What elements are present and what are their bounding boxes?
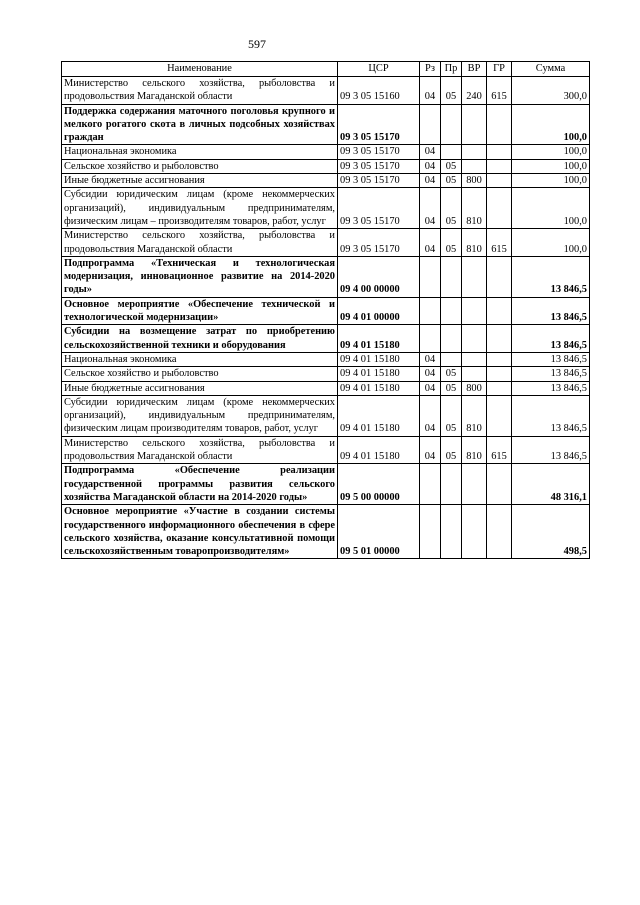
cell-csr: 09 3 05 15170 <box>338 104 420 145</box>
header-name: Наименование <box>62 62 338 77</box>
cell-rz: 04 <box>420 188 441 229</box>
cell-csr: 09 3 05 15170 <box>338 159 420 173</box>
cell-vr: 800 <box>462 174 487 188</box>
cell-pr: 05 <box>441 159 462 173</box>
cell-pr <box>441 325 462 353</box>
cell-rz: 04 <box>420 77 441 105</box>
cell-name: Национальная экономика <box>62 352 338 366</box>
cell-pr <box>441 464 462 505</box>
budget-table <box>61 61 590 559</box>
cell-gr <box>487 325 512 353</box>
cell-sum: 13 846,5 <box>512 297 590 325</box>
table-row <box>62 436 590 464</box>
cell-vr: 810 <box>462 436 487 464</box>
cell-name: Министерство сельского хозяйства, рыболовства и продовольствия Магаданской области <box>62 77 338 105</box>
cell-pr <box>441 352 462 366</box>
cell-rz: 04 <box>420 367 441 381</box>
cell-sum: 48 316,1 <box>512 464 590 505</box>
cell-gr <box>487 395 512 436</box>
cell-rz <box>420 325 441 353</box>
cell-gr <box>487 464 512 505</box>
cell-sum: 100,0 <box>512 104 590 145</box>
cell-csr: 09 4 01 15180 <box>338 395 420 436</box>
cell-pr: 05 <box>441 229 462 257</box>
cell-csr: 09 3 05 15170 <box>338 174 420 188</box>
cell-rz: 04 <box>420 174 441 188</box>
header-pr: Пр <box>441 62 462 77</box>
cell-sum: 498,5 <box>512 505 590 559</box>
cell-pr <box>441 145 462 159</box>
cell-vr <box>462 464 487 505</box>
cell-name: Национальная экономика <box>62 145 338 159</box>
cell-pr: 05 <box>441 77 462 105</box>
cell-sum: 100,0 <box>512 159 590 173</box>
cell-csr: 09 4 00 00000 <box>338 256 420 297</box>
cell-gr <box>487 367 512 381</box>
cell-gr <box>487 104 512 145</box>
cell-vr <box>462 104 487 145</box>
cell-rz <box>420 464 441 505</box>
cell-rz <box>420 104 441 145</box>
table-row <box>62 145 590 159</box>
cell-sum: 13 846,5 <box>512 256 590 297</box>
cell-rz <box>420 505 441 559</box>
cell-csr: 09 4 01 15180 <box>338 367 420 381</box>
cell-vr <box>462 256 487 297</box>
cell-gr: 615 <box>487 436 512 464</box>
cell-name: Иные бюджетные ассигнования <box>62 174 338 188</box>
cell-pr: 05 <box>441 395 462 436</box>
cell-pr: 05 <box>441 436 462 464</box>
cell-pr: 05 <box>441 188 462 229</box>
cell-csr: 09 3 05 15160 <box>338 77 420 105</box>
cell-rz: 04 <box>420 229 441 257</box>
cell-vr <box>462 325 487 353</box>
cell-sum: 13 846,5 <box>512 325 590 353</box>
cell-name: Сельское хозяйство и рыболовство <box>62 367 338 381</box>
cell-vr <box>462 145 487 159</box>
header-csr: ЦСР <box>338 62 420 77</box>
cell-pr: 05 <box>441 367 462 381</box>
cell-gr: 615 <box>487 229 512 257</box>
table-row <box>62 325 590 353</box>
cell-vr: 810 <box>462 395 487 436</box>
cell-name: Подпрограмма «Техническая и технологическая модернизация, инновационное развитие на 2014-2020 годы» <box>62 256 338 297</box>
table-row <box>62 77 590 105</box>
cell-gr <box>487 256 512 297</box>
cell-sum: 100,0 <box>512 229 590 257</box>
cell-name: Подпрограмма «Обеспечение реализации государственной программы развития сельского хозяйства Магаданской области на 2014-2020 годы» <box>62 464 338 505</box>
page-number: 597 <box>248 37 266 51</box>
cell-csr: 09 4 01 15180 <box>338 325 420 353</box>
cell-gr <box>487 505 512 559</box>
table-row <box>62 159 590 173</box>
cell-gr <box>487 159 512 173</box>
cell-vr: 240 <box>462 77 487 105</box>
cell-sum: 13 846,5 <box>512 395 590 436</box>
cell-csr: 09 4 01 00000 <box>338 297 420 325</box>
cell-rz: 04 <box>420 352 441 366</box>
cell-name: Субсидии юридическим лицам (кроме некоммерческих организаций), индивидуальным предпринимателям, физическим лицам производителям товаров, работ, услуг <box>62 395 338 436</box>
cell-name: Министерство сельского хозяйства, рыболовства и продовольствия Магаданской области <box>62 436 338 464</box>
cell-gr <box>487 145 512 159</box>
cell-name: Сельское хозяйство и рыболовство <box>62 159 338 173</box>
header-sum: Сумма <box>512 62 590 77</box>
cell-vr <box>462 367 487 381</box>
cell-gr: 615 <box>487 77 512 105</box>
cell-sum: 100,0 <box>512 174 590 188</box>
cell-pr: 05 <box>441 381 462 395</box>
cell-rz: 04 <box>420 381 441 395</box>
cell-csr: 09 5 01 00000 <box>338 505 420 559</box>
cell-csr: 09 4 01 15180 <box>338 381 420 395</box>
cell-name: Министерство сельского хозяйства, рыболовства и продовольствия Магаданской области <box>62 229 338 257</box>
cell-name: Поддержка содержания маточного поголовья крупного и мелкого рогатого скота в личных подсобных хозяйствах граждан <box>62 104 338 145</box>
table-row <box>62 464 590 505</box>
cell-sum: 13 846,5 <box>512 352 590 366</box>
cell-pr <box>441 505 462 559</box>
cell-name: Субсидии на возмещение затрат по приобретению сельскохозяйственной техники и оборудования <box>62 325 338 353</box>
cell-sum: 300,0 <box>512 77 590 105</box>
cell-gr <box>487 188 512 229</box>
cell-csr: 09 4 01 15180 <box>338 436 420 464</box>
cell-sum: 13 846,5 <box>512 436 590 464</box>
cell-sum: 100,0 <box>512 188 590 229</box>
cell-vr <box>462 505 487 559</box>
cell-gr <box>487 297 512 325</box>
table-row <box>62 256 590 297</box>
header-vr: ВР <box>462 62 487 77</box>
cell-pr <box>441 256 462 297</box>
cell-rz: 04 <box>420 159 441 173</box>
cell-name: Основное мероприятие «Участие в создании системы государственного информационного обеспечения в сфере сельского хозяйства, оказание консультативной помощи сельскохозяйственным товаропроизводителям» <box>62 505 338 559</box>
table-header-row <box>62 62 590 77</box>
table-row <box>62 104 590 145</box>
cell-csr: 09 3 05 15170 <box>338 188 420 229</box>
table-row <box>62 297 590 325</box>
table-row <box>62 229 590 257</box>
cell-vr <box>462 159 487 173</box>
cell-rz <box>420 256 441 297</box>
cell-vr <box>462 297 487 325</box>
cell-pr <box>441 297 462 325</box>
cell-sum: 100,0 <box>512 145 590 159</box>
table-row <box>62 188 590 229</box>
cell-csr: 09 5 00 00000 <box>338 464 420 505</box>
cell-gr <box>487 381 512 395</box>
cell-rz <box>420 297 441 325</box>
cell-rz: 04 <box>420 145 441 159</box>
cell-name: Субсидии юридическим лицам (кроме некоммерческих организаций), индивидуальным предпринимателям, физическим лицам – производителям товаров, работ, услуг <box>62 188 338 229</box>
table-row <box>62 367 590 381</box>
cell-csr: 09 3 05 15170 <box>338 229 420 257</box>
cell-gr <box>487 352 512 366</box>
table-row <box>62 381 590 395</box>
table-row <box>62 395 590 436</box>
cell-sum: 13 846,5 <box>512 367 590 381</box>
cell-pr: 05 <box>441 174 462 188</box>
cell-vr: 800 <box>462 381 487 395</box>
cell-pr <box>441 104 462 145</box>
table-row <box>62 352 590 366</box>
cell-vr <box>462 352 487 366</box>
header-rz: Рз <box>420 62 441 77</box>
table-row <box>62 174 590 188</box>
cell-sum: 13 846,5 <box>512 381 590 395</box>
table-row <box>62 505 590 559</box>
cell-csr: 09 4 01 15180 <box>338 352 420 366</box>
header-gr: ГР <box>487 62 512 77</box>
cell-name: Основное мероприятие «Обеспечение технической и технологической модернизации» <box>62 297 338 325</box>
cell-vr: 810 <box>462 229 487 257</box>
cell-csr: 09 3 05 15170 <box>338 145 420 159</box>
cell-rz: 04 <box>420 395 441 436</box>
cell-gr <box>487 174 512 188</box>
cell-name: Иные бюджетные ассигнования <box>62 381 338 395</box>
cell-vr: 810 <box>462 188 487 229</box>
cell-rz: 04 <box>420 436 441 464</box>
